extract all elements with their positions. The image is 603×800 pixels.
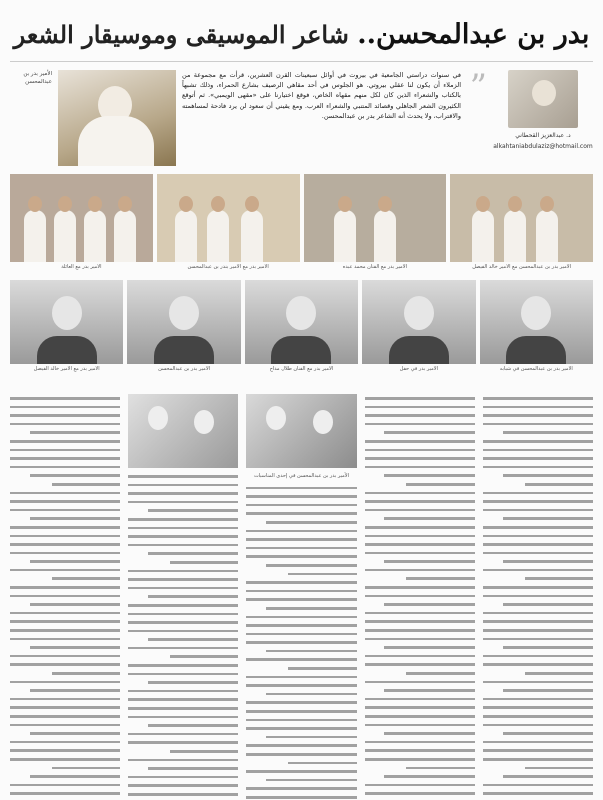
text-line: [365, 514, 475, 523]
text-line: [10, 626, 120, 635]
text-line: [246, 527, 356, 536]
text-line: [483, 583, 593, 592]
color-photo-row: [10, 174, 593, 262]
text-line: [10, 489, 120, 498]
text-line: [10, 738, 120, 747]
text-line: [10, 686, 120, 695]
text-line: [483, 789, 593, 798]
text-line: [483, 678, 593, 687]
text-line: [10, 463, 120, 472]
body-column-3: [246, 394, 356, 800]
text-line: [246, 707, 356, 716]
text-line: [128, 575, 238, 584]
text-line: [365, 703, 475, 712]
text-line: [10, 764, 120, 773]
text-line: [246, 698, 356, 707]
text-line: [483, 532, 593, 541]
text-line: [246, 535, 356, 544]
text-line: [483, 712, 593, 721]
text-line: [10, 557, 120, 566]
text-line: [365, 686, 475, 695]
text-line: [483, 471, 593, 480]
text-line: [246, 484, 356, 493]
text-line: [128, 610, 238, 619]
text-line: [483, 746, 593, 755]
text-line: [483, 781, 593, 790]
text-line: [365, 772, 475, 781]
text-line: [246, 655, 356, 664]
text-line: [128, 498, 238, 507]
text-line: [483, 394, 593, 403]
mid-article-photo: [246, 394, 356, 468]
text-line: [365, 781, 475, 790]
text-line: [10, 411, 120, 420]
text-line: [10, 566, 120, 575]
photo-caption-1: الأمير بدر بن عبدالمحسن مع الأمير خالد الفيصل: [472, 264, 571, 270]
text-line: [246, 509, 356, 518]
bw-photo-2: [362, 280, 475, 364]
prince-portrait-caption: الأمير بدر بن عبدالمحسن: [23, 71, 52, 85]
text-line: [246, 690, 356, 699]
text-line: [128, 489, 238, 498]
text-line: [128, 764, 238, 773]
text-line: [128, 601, 238, 610]
text-line: [10, 781, 120, 790]
text-line: [246, 501, 356, 510]
text-line: [128, 678, 238, 687]
text-line: [483, 669, 593, 678]
text-line: [483, 703, 593, 712]
text-line: [246, 544, 356, 553]
text-line: [365, 540, 475, 549]
text-line: [10, 403, 120, 412]
text-line: [483, 738, 593, 747]
text-line: [246, 681, 356, 690]
text-line: [128, 592, 238, 601]
text-line: [246, 784, 356, 793]
text-line: [483, 695, 593, 704]
text-line: [365, 523, 475, 532]
text-line: [365, 480, 475, 489]
text-line: [483, 592, 593, 601]
text-line: [246, 595, 356, 604]
text-line: [10, 669, 120, 678]
bw-caption-1: الأمير بدر بن عبدالمحسن في شبابه: [499, 366, 573, 372]
body-column-1: [483, 394, 593, 800]
text-line: [246, 664, 356, 673]
text-line: [10, 446, 120, 455]
text-line: [246, 767, 356, 776]
text-line: [10, 600, 120, 609]
text-line: [365, 420, 475, 429]
text-line: [10, 454, 120, 463]
text-line: [483, 755, 593, 764]
text-line: [483, 540, 593, 549]
text-line: [10, 609, 120, 618]
text-line: [10, 678, 120, 687]
text-line: [10, 729, 120, 738]
text-line: [483, 428, 593, 437]
text-line: [365, 609, 475, 618]
text-line: [10, 789, 120, 798]
text-line: [128, 687, 238, 696]
text-line: [10, 755, 120, 764]
text-line: [128, 472, 238, 481]
text-line: [365, 600, 475, 609]
mid-photo-caption: الأمير بدر بن عبدالمحسن في إحدى المناسبات: [253, 473, 350, 479]
photo-1: [450, 174, 593, 262]
mid-article-photo-2: [128, 394, 238, 468]
text-line: [10, 428, 120, 437]
text-line: [10, 721, 120, 730]
text-line: [128, 704, 238, 713]
text-line: [483, 454, 593, 463]
text-line: [365, 411, 475, 420]
text-line: [246, 604, 356, 613]
intro-paragraph: في سنوات دراستي الجامعية في بيروت في أوائل سبعينات القرن العشرين، قرأت مع مجموعة من الزملاء أن يكون لنا عقلي بيروتي. هو الجلوس في أحد مقاهي الرصيف بشارع الحمراء، وذلك تشبهاً بالكتاب والشعراء الذين كان لكل منهم مقهاه الخاص، فوقع اختيارنا على «مقهى الويمبي». ثم أتوقع الكثيرون الشعر الجاهلي وقصائد المتنبي والشعراء العرب. ومع يقيني أن سعود لن يرد فادحة لمساهمته والاقتراب، ولا يحدث أنه الشاعر بدر بن عبدالمحسن.: [182, 71, 461, 120]
text-line: [128, 532, 238, 541]
text-line: [365, 669, 475, 678]
text-line: [10, 772, 120, 781]
text-line: [246, 587, 356, 596]
text-line: [483, 514, 593, 523]
text-line: [10, 532, 120, 541]
body-column-4: [128, 394, 238, 800]
text-line: [246, 518, 356, 527]
text-line: [128, 567, 238, 576]
text-line: [483, 437, 593, 446]
text-line: [10, 437, 120, 446]
text-line: [365, 789, 475, 798]
text-line: [483, 557, 593, 566]
text-line: [128, 541, 238, 550]
text-line: [365, 471, 475, 480]
text-line: [246, 570, 356, 579]
text-line: [483, 411, 593, 420]
text-line: [365, 626, 475, 635]
text-line: [365, 566, 475, 575]
text-line: [128, 524, 238, 533]
text-line: [483, 660, 593, 669]
text-line: [10, 540, 120, 549]
text-line: [483, 635, 593, 644]
text-line: [246, 750, 356, 759]
text-line: [10, 420, 120, 429]
quote-mark-icon: ”: [469, 67, 487, 107]
text-line: [246, 733, 356, 742]
text-line: [128, 790, 238, 799]
text-line: [128, 515, 238, 524]
text-line: [483, 609, 593, 618]
text-line: [365, 454, 475, 463]
bw-caption-5: الأمير بدر مع الأمير خالد الفيصل: [33, 366, 100, 372]
text-line: [246, 776, 356, 785]
text-line: [246, 673, 356, 682]
text-line: [10, 583, 120, 592]
text-line: [365, 635, 475, 644]
text-line: [10, 712, 120, 721]
text-line: [128, 627, 238, 636]
text-line: [365, 437, 475, 446]
text-line: [10, 506, 120, 515]
text-line: [10, 660, 120, 669]
text-line: [246, 759, 356, 768]
text-line: [365, 574, 475, 583]
text-line: [483, 652, 593, 661]
text-line: [483, 497, 593, 506]
text-line: [365, 497, 475, 506]
text-line: [365, 712, 475, 721]
text-line: [10, 643, 120, 652]
text-line: [365, 755, 475, 764]
text-line: [246, 724, 356, 733]
text-line: [128, 481, 238, 490]
text-line: [365, 549, 475, 558]
text-line: [365, 506, 475, 515]
text-line: [10, 471, 120, 480]
text-line: [128, 549, 238, 558]
body-column-5: [10, 394, 120, 800]
text-line: [365, 403, 475, 412]
text-line: [128, 713, 238, 722]
text-line: [483, 506, 593, 515]
text-line: [128, 747, 238, 756]
text-line: [10, 703, 120, 712]
text-line: [10, 394, 120, 403]
text-line: [483, 686, 593, 695]
text-line: [128, 652, 238, 661]
text-line: [10, 480, 120, 489]
text-line: [128, 558, 238, 567]
text-line: [365, 489, 475, 498]
text-line: [365, 643, 475, 652]
text-line: [128, 584, 238, 593]
text-line: [128, 635, 238, 644]
text-line: [365, 446, 475, 455]
bw-photo-row: [10, 280, 593, 364]
photo-4: [10, 174, 153, 262]
text-line: [246, 621, 356, 630]
text-line: [10, 514, 120, 523]
color-photo-captions: [10, 264, 593, 276]
text-line: [128, 506, 238, 515]
bw-photo-5: [10, 280, 123, 364]
text-line: [483, 764, 593, 773]
article-body: [10, 394, 593, 800]
author-box: [493, 70, 593, 166]
intro-section: [10, 67, 593, 166]
article-title: [14, 19, 590, 50]
title-sub: شاعر الموسيقى وموسيقار الشعر: [13, 20, 358, 49]
bw-caption-3: الأمير بدر مع الفنان طلال مداح: [269, 366, 334, 372]
text-line: [483, 600, 593, 609]
text-line: [365, 746, 475, 755]
text-line: [483, 574, 593, 583]
text-line: [246, 647, 356, 656]
text-line: [10, 635, 120, 644]
text-line: [365, 695, 475, 704]
text-line: [483, 420, 593, 429]
text-line: [365, 721, 475, 730]
text-line: [246, 613, 356, 622]
text-line: [246, 793, 356, 800]
text-line: [365, 617, 475, 626]
text-line: [128, 773, 238, 782]
text-line: [128, 756, 238, 765]
text-line: [10, 523, 120, 532]
text-line: [246, 492, 356, 501]
text-line: [365, 583, 475, 592]
bw-photo-4: [127, 280, 240, 364]
text-line: [483, 626, 593, 635]
text-line: [10, 592, 120, 601]
text-line: [246, 741, 356, 750]
text-line: [365, 652, 475, 661]
text-line: [128, 618, 238, 627]
text-line: [246, 561, 356, 570]
text-line: [10, 497, 120, 506]
bw-photo-3: [245, 280, 358, 364]
text-line: [128, 781, 238, 790]
text-line: [365, 394, 475, 403]
photo-2: [304, 174, 447, 262]
text-line: [365, 678, 475, 687]
text-line: [365, 532, 475, 541]
bw-photo-captions: [10, 366, 593, 378]
text-line: [483, 617, 593, 626]
text-line: [483, 446, 593, 455]
author-email: alkahtaniabdulaziz@hotmail.com: [493, 143, 593, 150]
text-line: [10, 695, 120, 704]
text-line: [483, 523, 593, 532]
text-line: [246, 630, 356, 639]
text-line: [483, 403, 593, 412]
photo-caption-4: الأمير بدر مع العائلة: [61, 264, 102, 270]
photo-3: [157, 174, 300, 262]
text-line: [128, 644, 238, 653]
text-line: [483, 643, 593, 652]
text-line: [128, 721, 238, 730]
text-line: [365, 660, 475, 669]
text-line: [365, 592, 475, 601]
text-line: [128, 670, 238, 679]
text-line: [246, 578, 356, 587]
text-line: [483, 729, 593, 738]
body-column-2: [365, 394, 475, 800]
text-line: [365, 428, 475, 437]
author-name: د. عبدالعزيز القحطاني: [515, 132, 571, 139]
text-line: [246, 638, 356, 647]
bw-photo-1: [480, 280, 593, 364]
text-line: [483, 489, 593, 498]
title-main: بدر بن عبدالمحسن..: [357, 19, 590, 50]
text-line: [365, 738, 475, 747]
text-line: [365, 729, 475, 738]
text-line: [246, 716, 356, 725]
author-photo: [508, 70, 578, 128]
text-line: [365, 764, 475, 773]
text-line: [483, 463, 593, 472]
bw-caption-4: الأمير بدر بن عبدالمحسن: [158, 366, 211, 372]
text-line: [10, 574, 120, 583]
text-line: [10, 617, 120, 626]
text-line: [10, 652, 120, 661]
text-line: [246, 552, 356, 561]
text-line: [483, 480, 593, 489]
text-line: [128, 730, 238, 739]
text-line: [128, 661, 238, 670]
text-line: [365, 463, 475, 472]
text-line: [10, 746, 120, 755]
text-line: [365, 557, 475, 566]
text-line: [483, 772, 593, 781]
headline: [10, 8, 593, 62]
photo-caption-2: الأمير بدر مع الفنان محمد عبده: [342, 264, 407, 270]
text-line: [483, 549, 593, 558]
text-line: [128, 695, 238, 704]
text-line: [128, 738, 238, 747]
prince-portrait: [58, 70, 176, 166]
bw-caption-2: الأمير بدر في حفل: [399, 366, 439, 372]
photo-caption-3: الأمير بدر مع الأمير بندر بن عبدالمحسن: [187, 264, 269, 270]
text-line: [483, 721, 593, 730]
text-line: [10, 549, 120, 558]
text-line: [483, 566, 593, 575]
